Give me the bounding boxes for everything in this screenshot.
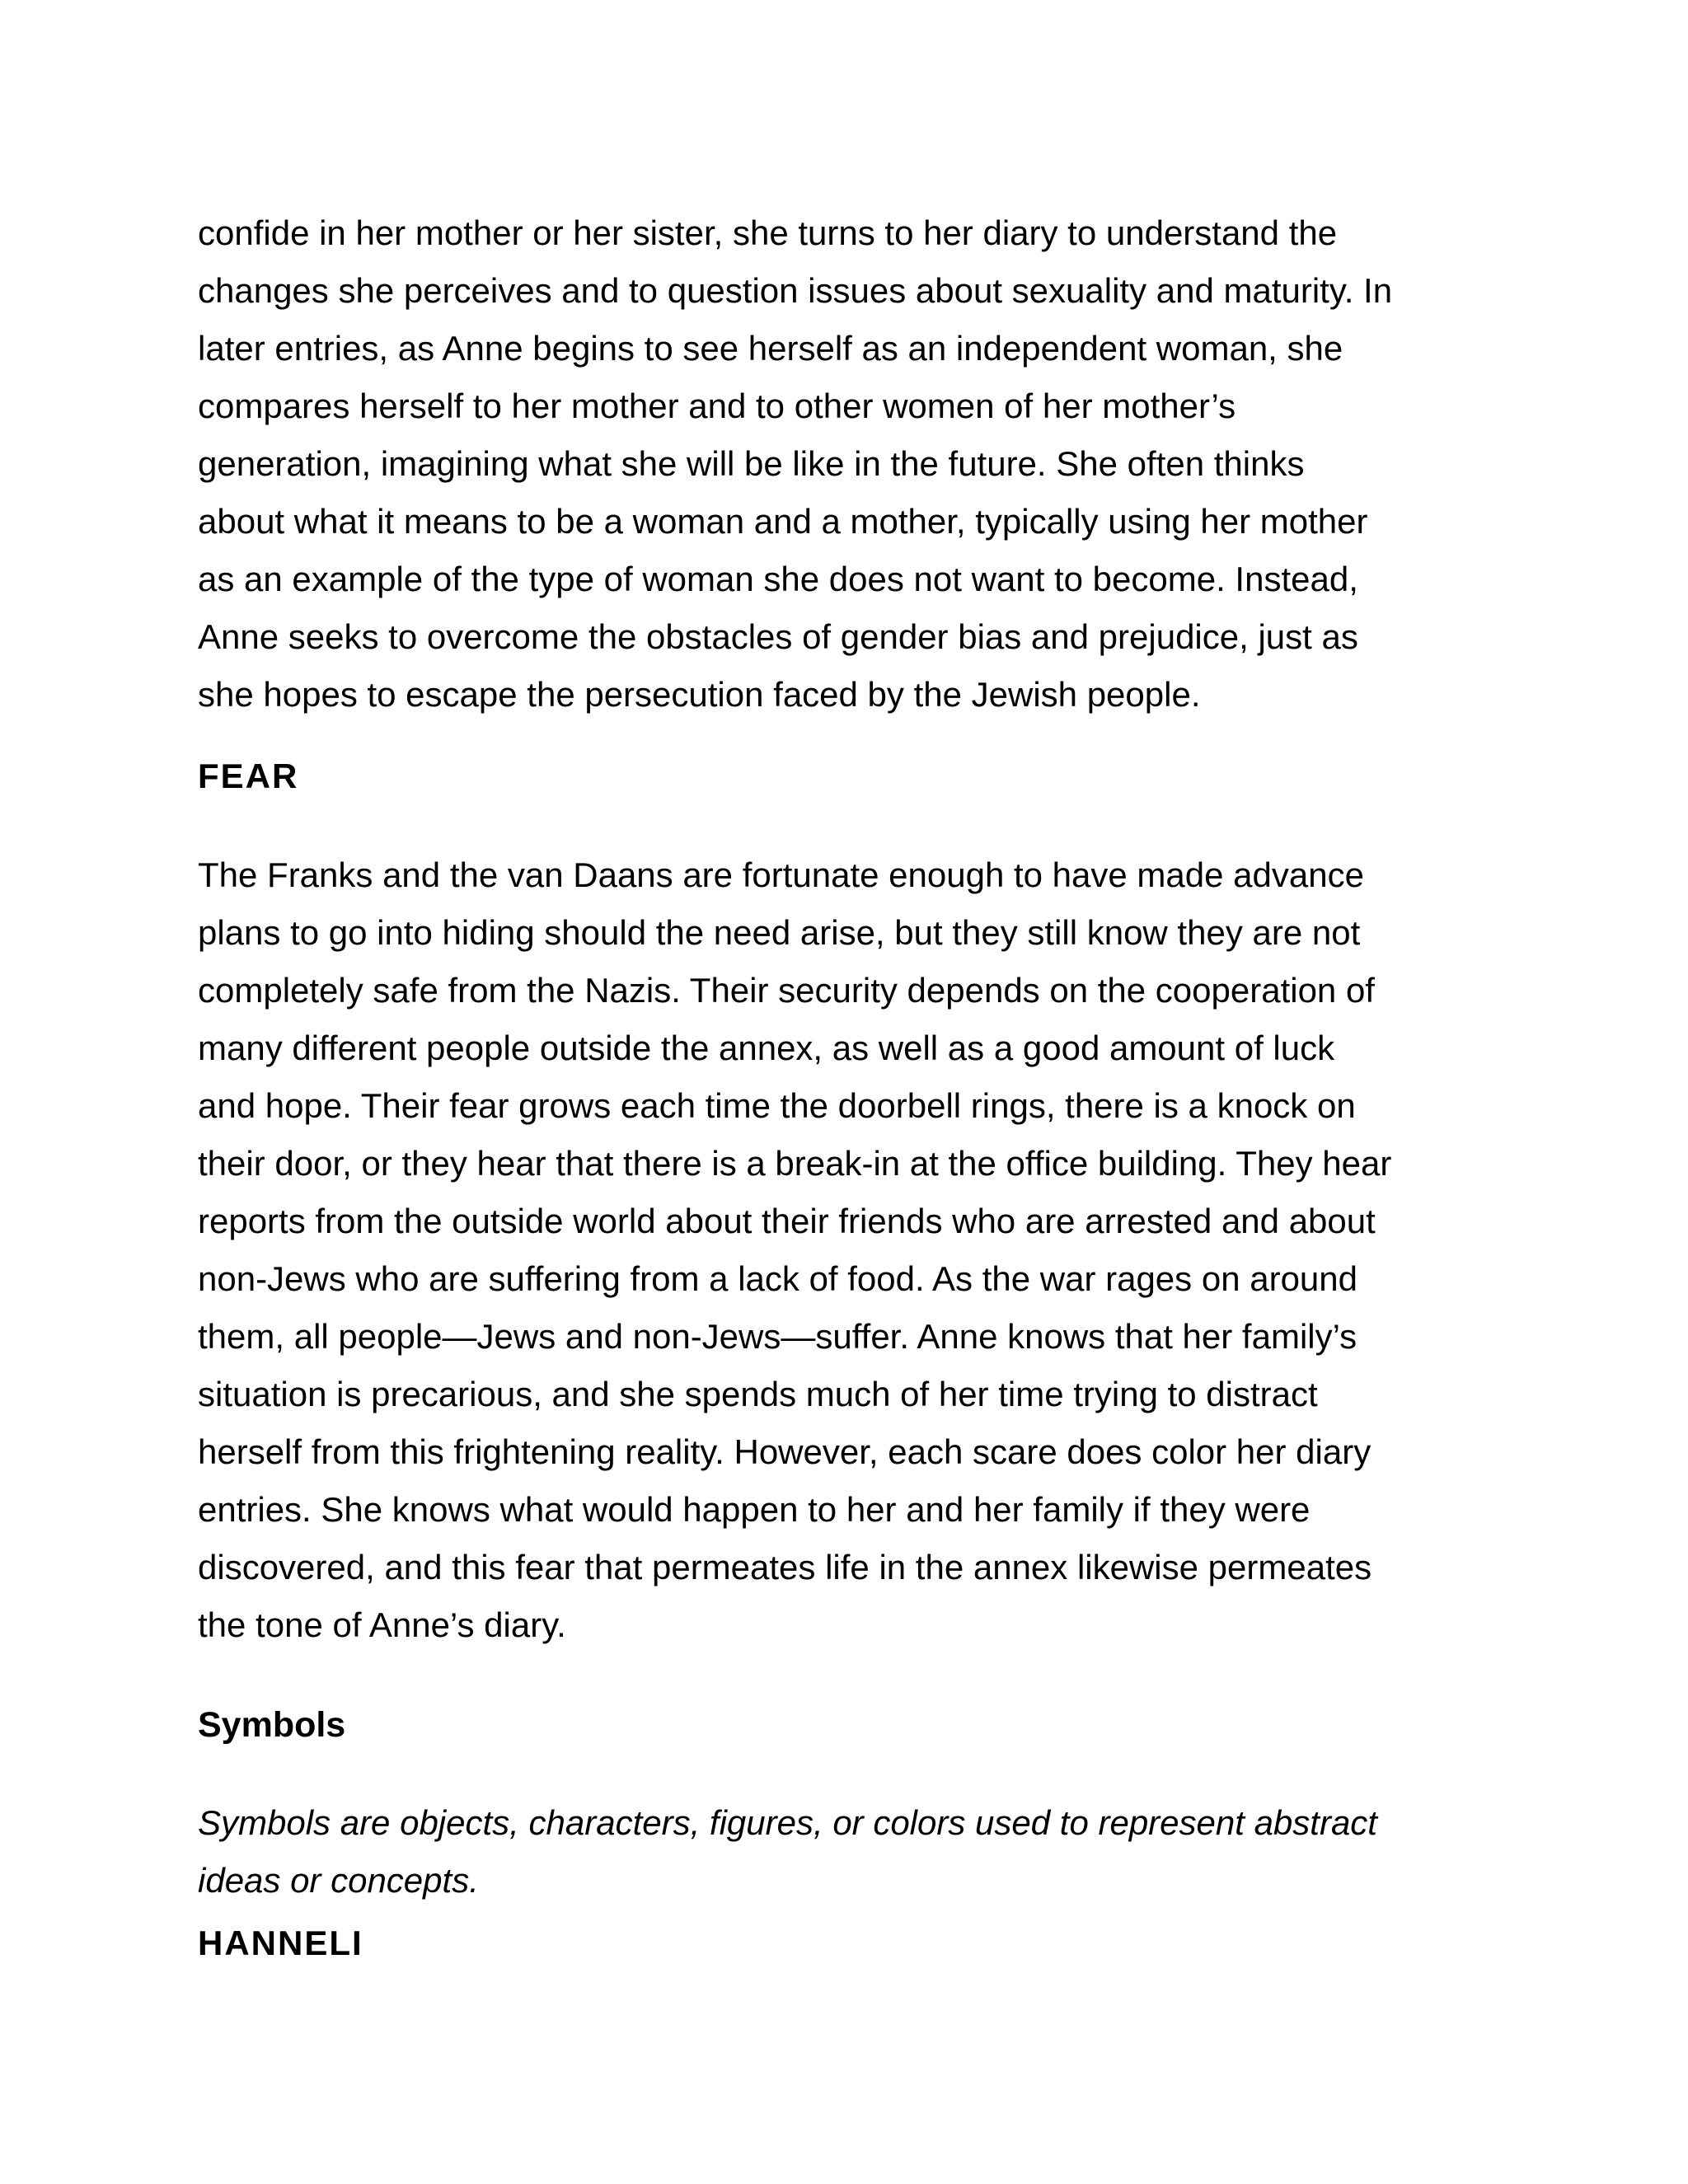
- text-line: them, all people—Jews and non-Jews—suffer. Anne knows that her family’s: [198, 1317, 1357, 1356]
- text-line: later entries, as Anne begins to see herself as an independent woman, she: [198, 329, 1343, 368]
- fear-paragraph: [198, 846, 1500, 1654]
- text-line: their door, or they hear that there is a break-in at the office building. They hear: [198, 1144, 1392, 1183]
- symbols-definition: [198, 1794, 1500, 1910]
- text-line: as an example of the type of woman she does not want to become. Instead,: [198, 560, 1358, 598]
- text-line: completely safe from the Nazis. Their security depends on the cooperation of: [198, 971, 1375, 1010]
- text-line: Anne seeks to overcome the obstacles of gender bias and prejudice, just as: [198, 617, 1358, 656]
- text-line: confide in her mother or her sister, she turns to her diary to understand the: [198, 213, 1338, 252]
- text-line: discovered, and this fear that permeates life in the annex likewise permeates: [198, 1548, 1372, 1586]
- text-line: The Franks and the van Daans are fortunate enough to have made advance: [198, 855, 1364, 894]
- text-line: compares herself to her mother and to other women of her mother’s: [198, 387, 1236, 425]
- text-line: the tone of Anne’s diary.: [198, 1605, 566, 1644]
- text-line: Symbols are objects, characters, figures, or colors used to represent abstract: [198, 1803, 1377, 1842]
- text-line: reports from the outside world about their friends who are arrested and about: [198, 1202, 1376, 1240]
- text-line: changes she perceives and to question issues about sexuality and maturity. In: [198, 271, 1393, 310]
- text-line: about what it means to be a woman and a mother, typically using her mother: [198, 502, 1368, 541]
- text-line: plans to go into hiding should the need arise, but they still know they are not: [198, 913, 1361, 952]
- text-line: herself from this frightening reality. However, each scare does color her diary: [198, 1432, 1372, 1471]
- text-line: ideas or concepts.: [198, 1861, 479, 1900]
- fear-heading: FEAR: [198, 757, 299, 795]
- intro-paragraph: [198, 204, 1500, 724]
- text-line: entries. She knows what would happen to her and her family if they were: [198, 1490, 1311, 1529]
- text-line: situation is precarious, and she spends much of her time trying to distract: [198, 1375, 1318, 1413]
- text-line: generation, imagining what she will be like in the future. She often thinks: [198, 444, 1305, 483]
- text-line: and hope. Their fear grows each time the doorbell rings, there is a knock on: [198, 1086, 1356, 1125]
- text-line: many different people outside the annex, as well as a good amount of luck: [198, 1029, 1335, 1067]
- text-line: she hopes to escape the persecution faced by the Jewish people.: [198, 675, 1201, 714]
- text-line: non-Jews who are suffering from a lack of food. As the war rages on around: [198, 1259, 1357, 1298]
- hanneli-heading: HANNELI: [198, 1924, 363, 1962]
- symbols-heading: Symbols: [198, 1705, 346, 1745]
